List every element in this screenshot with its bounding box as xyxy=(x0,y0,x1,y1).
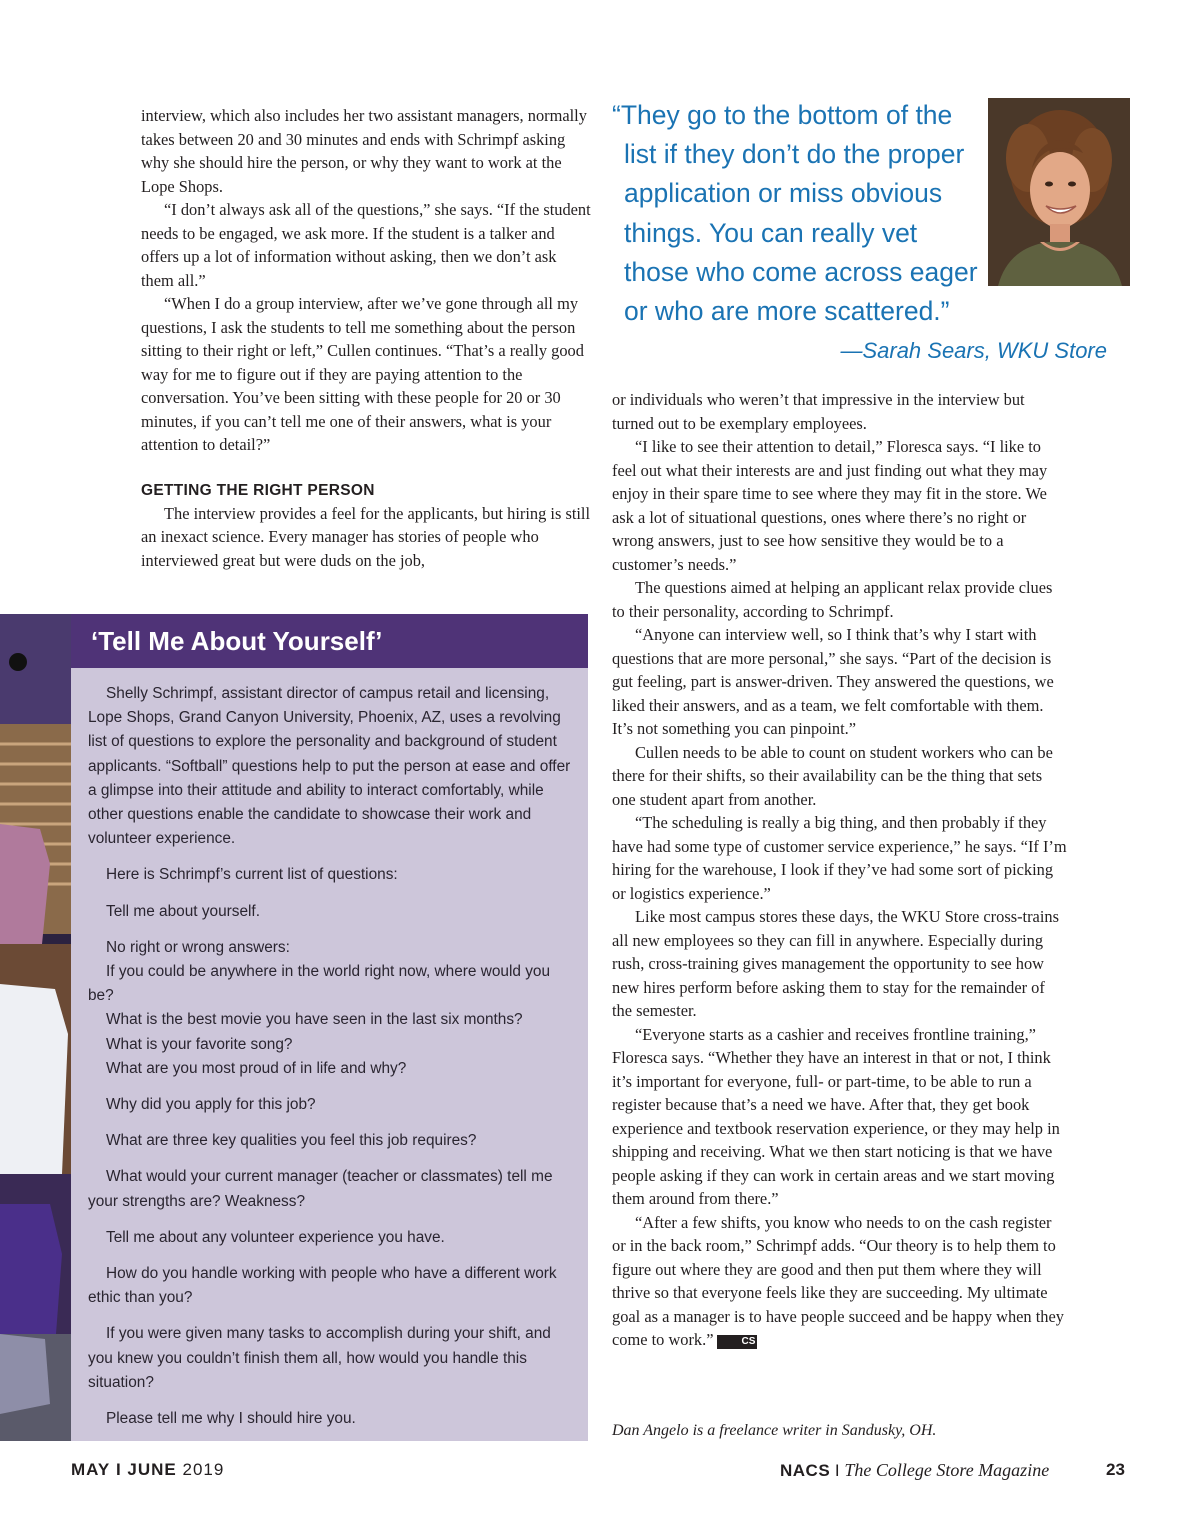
magazine-title: The College Store Magazine xyxy=(844,1460,1050,1480)
section-heading: GETTING THE RIGHT PERSON xyxy=(141,481,375,499)
publisher-name: NACS xyxy=(780,1461,831,1480)
pull-quote-line: “They go to the bottom of the xyxy=(612,100,953,130)
portrait-photo xyxy=(988,98,1130,286)
question-item: How do you handle working with people who have a different work ethic than you? xyxy=(88,1265,557,1307)
question-item: Tell me about any volunteer experience you have. xyxy=(106,1228,445,1246)
footer-separator: I xyxy=(834,1461,840,1480)
article-paragraph: Like most campus stores these days, the WKU Store cross-trains all new employees so they can fill in anywhere. Especially during rush, cross-training gives management the opportunity to see how new hires perform before asking them to stay for the remainder of the semester. xyxy=(612,907,1059,1020)
article-paragraph: “When I do a group interview, after we’ve gone through all my questions, I ask the students to tell me something about the person sitting to their right or left,” Cullen continues. “That’s a really good way for me to figure out if they are paying attention to the conversation. You’ve been sitting with these people for 20 or 30 minutes, if you can’t tell me one of their answers, what is your attention to detail?” xyxy=(141,294,584,454)
pull-quote-line: list if they don’t do the proper xyxy=(624,139,965,170)
article-paragraph: The questions aimed at helping an applicant relax provide clues to their personality, according to Schrimpf. xyxy=(612,578,1053,621)
end-mark-icon: CS xyxy=(717,1335,758,1349)
pull-quote xyxy=(612,96,982,331)
article-paragraph: “I don’t always ask all of the questions,” she says. “If the student needs to be engaged, we ask more. If the student is a talker and offers up a lot of information without asking, then we don’t ask them all.” xyxy=(141,200,591,290)
pull-quote-line: or who are more scattered.” xyxy=(624,296,950,327)
question-item: Tell me about yourself. xyxy=(106,902,260,920)
article-paragraph: “I like to see their attention to detail,” Floresca says. “I like to feel out what their interests are and just finding out what they may enjoy in their spare time to see where they may fit in the store. We ask a lot of situational questions, ones where there’s no right or wrong answers, just to see how sensitive they would be to a customer’s needs.” xyxy=(612,437,1048,574)
issue-month: MAY xyxy=(71,1460,111,1479)
page-number: 23 xyxy=(1106,1460,1125,1479)
sidebar-list-intro: Here is Schrimpf’s current list of questions: xyxy=(106,866,398,884)
store-merchandise-photo xyxy=(0,614,71,1441)
sidebar-intro: Shelly Schrimpf, assistant director of campus retail and licensing, Lope Shops, Grand Canyon University, Phoenix, AZ, uses a revolving list of questions to explore the personality and background of student applicants. “Softball” questions help to put the person at ease and offer a glimpse into their attitude and ability to interact comfortably, while other questions enable the candidate to showcase their work and volunteer experience. xyxy=(88,685,571,848)
question-item: If you could be anywhere in the world right now, where would you be? xyxy=(88,963,551,1005)
question-item: What is your favorite song? xyxy=(106,1035,293,1053)
question-item: Please tell me why I should hire you. xyxy=(106,1410,356,1428)
question-group-heading: No right or wrong answers: xyxy=(106,938,290,956)
sidebar-text xyxy=(88,682,574,1443)
pull-quote-line: those who come across eager xyxy=(624,256,978,287)
issue-year: 2019 xyxy=(182,1460,225,1479)
article-paragraph: “Anyone can interview well, so I think that’s why I start with questions that are more personal,” she says. “Part of the decision is gut feeling, part is answer-driven. They answered the questions, we liked their answers, and as a team, we felt comfortable with them. It’s not something you can pinpoint.” xyxy=(612,625,1054,738)
sidebar-header xyxy=(71,614,588,668)
footer-separator: I xyxy=(115,1460,122,1479)
question-item: What would your current manager (teacher or classmates) tell me your strengths are? Weakness? xyxy=(88,1168,553,1210)
question-item: What are three key qualities you feel this job requires? xyxy=(106,1132,477,1150)
article-paragraph-last xyxy=(612,1211,1067,1352)
article-paragraph: The interview provides a feel for the applicants, but hiring is still an inexact science. Every manager has stories of people who interviewed great but were duds on the job, xyxy=(141,503,591,570)
article-paragraph: “Everyone starts as a cashier and receives frontline training,” Floresca says. “Whether they have an interest in that or not, I think it’s important for everyone, full- or part-time, to be able to run a register because that’s a need we have. After that, they get book experience and textbook reservation experience, or they may help in shipping and receiving. What we then start noticing is that we have people asking if they can work in certain areas and we start moving them around from there.” xyxy=(612,1024,1060,1208)
sidebar-box xyxy=(71,668,588,1441)
question-item: What is the best movie you have seen in the last six months? xyxy=(106,1011,523,1029)
article-paragraph: or individuals who weren’t that impressive in the interview but turned out to be exemplary employees. xyxy=(612,390,1025,433)
issue-date xyxy=(71,1460,224,1480)
right-article-column xyxy=(612,388,1067,1352)
question-item: Why did you apply for this job? xyxy=(106,1096,316,1114)
article-paragraph: interview, which also includes her two assistant managers, normally takes between 20 and 30 minutes and ends with Schrimpf asking why she should hire the person, or why they want to work at the Lope Shops. xyxy=(141,106,587,196)
pull-quote-line: application or miss obvious xyxy=(624,178,943,209)
article-paragraph: Cullen needs to be able to count on student workers who can be there for their shifts, so their availability can be the thing that sets one student apart from another. xyxy=(612,742,1053,809)
last-paragraph-text: “After a few shifts, you know who needs to on the cash register or in the back room,” Schrimpf adds. “Our theory is to help them to figure out where they are good and then put them where they will thrive so that everyone feels like they are succeeding. My ultimate goal as a manager is to have people succeed and be happy when they come to work.” xyxy=(612,1212,1064,1349)
question-item: What are you most proud of in life and why? xyxy=(106,1059,407,1077)
issue-month2: JUNE xyxy=(127,1460,177,1479)
publication-name xyxy=(780,1460,1049,1481)
author-byline: Dan Angelo is a freelance writer in Sandusky, OH. xyxy=(612,1422,937,1439)
pull-quote-attribution: —Sarah Sears, WKU Store xyxy=(840,338,1107,363)
left-article-column xyxy=(141,104,591,572)
question-item: If you were given many tasks to accomplish during your shift, and you knew you couldn’t finish them all, how would you handle this situation? xyxy=(88,1325,551,1391)
sidebar-title: ‘Tell Me About Yourself’ xyxy=(91,626,383,656)
pull-quote-line: things. You can really vet xyxy=(624,217,918,248)
article-paragraph: “The scheduling is really a big thing, and then probably if they have had some type of customer service experience,” he says. “If I’m hiring for the warehouse, I look if they’ve had some sort of picking or logistics experience.” xyxy=(612,813,1067,903)
